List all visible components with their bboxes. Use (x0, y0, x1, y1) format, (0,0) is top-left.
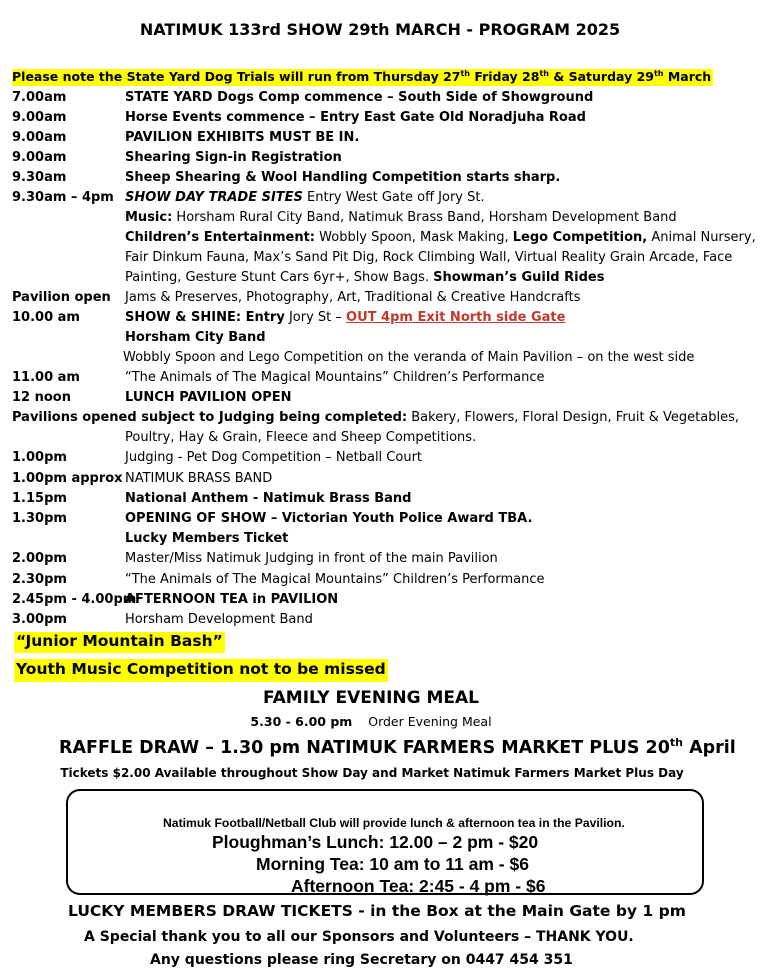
lego-competition: Lego Competition, (512, 230, 648, 245)
children-text-3a: Painting, Gesture Stunt Cars 6yr+, Show Bags. (125, 270, 434, 285)
schedule-event: Horsham City Band (125, 330, 266, 345)
schedule-time: 9.30am (12, 170, 67, 185)
schedule-time: 9.00am (12, 150, 67, 165)
schedule-event: PAVILION EXHIBITS MUST BE IN. (125, 130, 360, 145)
schedule-event: “The Animals of The Magical Mountains” Children’s Performance (125, 370, 545, 385)
children-line-3 (125, 271, 604, 284)
schedule-event (125, 311, 565, 324)
schedule-time: Pavilion open (12, 290, 111, 305)
notice-mid2: & Saturday 29 (548, 69, 654, 85)
schedule-time: 9.30am – 4pm (12, 190, 114, 205)
schedule-event: Lucky Members Ticket (125, 531, 289, 546)
youth-music-competition: Youth Music Competition not to be missed (14, 659, 388, 682)
schedule-time: 12 noon (12, 390, 71, 405)
children-line-2: Fair Dinkum Fauna, Max’s Sand Pit Dig, Rock Climbing Wall, Virtual Reality Grain Arcade, Face (125, 250, 733, 265)
family-meal-spacer (352, 714, 368, 729)
schedule-time: 11.00 am (12, 370, 80, 385)
schedule-event: “The Animals of The Magical Mountains” Children’s Performance (125, 572, 545, 587)
showmans-guild-rides: Showman’s Guild Rides (433, 270, 605, 285)
schedule-event: Horsham Development Band (125, 612, 313, 627)
schedule-time: 2.45pm - 4.00pm (12, 592, 137, 607)
pavilions-line-1 (12, 411, 739, 424)
music-text: Horsham Rural City Band, Natimuk Brass Band, Horsham Development Band (172, 210, 677, 225)
notice-pre: Please note the State Yard Dog Trials will run from Thursday 27 (12, 69, 461, 85)
schedule-time: 1.15pm (12, 491, 67, 506)
schedule-event: Sheep Shearing & Wool Handling Competition starts sharp. (125, 170, 561, 185)
secretary-contact: Any questions please ring Secretary on 0447 454 351 (150, 952, 573, 968)
music-line (125, 211, 677, 224)
children-text-a: Wobbly Spoon, Mask Making, (315, 230, 513, 245)
schedule-event: National Anthem - Natimuk Brass Band (125, 491, 412, 506)
show-shine-text: Jory St – (284, 310, 347, 325)
schedule-event: Judging - Pet Dog Competition – Netball Court (125, 450, 423, 465)
children-line-1 (125, 231, 756, 244)
afternoon-tea: Afternoon Tea: 2:45 - 4 pm - $6 (291, 876, 546, 896)
schedule-time: 2.00pm (12, 551, 67, 566)
pavilions-line-2: Poultry, Hay & Grain, Fleece and Sheep Competitions. (125, 430, 477, 445)
raffle-heading (59, 737, 736, 757)
catering-intro: Natimuk Football/Netball Club will provide lunch & afternoon tea in the Pavilion. (163, 816, 625, 830)
notice-sup2: th (539, 69, 549, 78)
yard-dog-trials-notice (12, 69, 713, 86)
schedule-event: Horse Events commence – Entry East Gate Old Noradjuha Road (125, 110, 586, 125)
ploughmans-lunch: Ploughman’s Lunch: 12.00 – 2 pm - $20 (212, 832, 539, 852)
schedule-event: AFTERNOON TEA in PAVILION (125, 592, 339, 607)
pavilions-text-1: Bakery, Flowers, Floral Design, Fruit & Vegetables, (407, 410, 739, 425)
trade-sites-text: Entry West Gate off Jory St. (302, 190, 485, 205)
schedule-event: LUNCH PAVILION OPEN (125, 390, 292, 405)
family-meal-hours: 5.30 - 6.00 pm (250, 714, 353, 729)
raffle-tickets: Tickets $2.00 Available throughout Show Day and Market Natimuk Farmers Market Plus Day (60, 766, 684, 780)
schedule-event (125, 191, 485, 204)
music-label: Music: (125, 210, 173, 225)
raffle-heading-post: April (683, 737, 736, 758)
exit-north-gate-note: OUT 4pm Exit North side Gate (346, 310, 566, 325)
schedule-event: Shearing Sign-in Registration (125, 150, 342, 165)
schedule-time: 1.00pm (12, 450, 67, 465)
schedule-time: 3.00pm (12, 612, 67, 627)
notice-mid1: Friday 28 (470, 69, 540, 85)
lucky-members-draw: LUCKY MEMBERS DRAW TICKETS - in the Box at the Main Gate by 1 pm (68, 902, 686, 920)
schedule-event: Master/Miss Natimuk Judging in front of the main Pavilion (125, 551, 498, 566)
raffle-sup: th (669, 736, 683, 749)
children-label: Children’s Entertainment: (125, 230, 316, 245)
schedule-time: 7.00am (12, 90, 67, 105)
notice-sup1: th (460, 69, 471, 78)
schedule-time: 2.30pm (12, 572, 67, 587)
page-title: NATIMUK 133rd SHOW 29th MARCH - PROGRAM 2025 (139, 20, 621, 39)
trade-sites-label: SHOW DAY TRADE SITES (125, 190, 303, 205)
pavilions-label: Pavilions opened subject to Judging being completed: (12, 410, 408, 425)
children-text-c: Animal Nursery, (647, 230, 756, 245)
schedule-time: 9.00am (12, 130, 67, 145)
schedule-event: STATE YARD Dogs Comp commence – South Side of Showground (125, 90, 594, 105)
schedule-time: 1.00pm approx (12, 471, 123, 486)
morning-tea: Morning Tea: 10 am to 11 am - $6 (256, 854, 529, 874)
schedule-event: OPENING OF SHOW – Victorian Youth Police Award TBA. (125, 511, 533, 526)
thank-you-note: A Special thank you to all our Sponsors and Volunteers – THANK YOU. (84, 929, 634, 945)
schedule-time: 1.30pm (12, 511, 67, 526)
family-meal-order: Order Evening Meal (368, 714, 492, 729)
notice-sup3: th (653, 69, 664, 78)
junior-mountain-bash: “Junior Mountain Bash” (14, 632, 225, 653)
notice-post: March (663, 69, 712, 85)
show-shine-label: SHOW & SHINE: Entry (125, 310, 285, 325)
family-meal-heading: FAMILY EVENING MEAL (262, 688, 480, 708)
schedule-event: NATIMUK BRASS BAND (125, 471, 273, 486)
schedule-time: 9.00am (12, 110, 67, 125)
family-meal-time (0, 716, 742, 729)
raffle-heading-text: RAFFLE DRAW – 1.30 pm NATIMUK FARMERS MARKET PLUS 20 (59, 737, 670, 758)
schedule-event: Jams & Preserves, Photography, Art, Traditional & Creative Handcrafts (125, 290, 581, 305)
schedule-time: 10.00 am (12, 310, 80, 325)
schedule-event: Wobbly Spoon and Lego Competition on the veranda of Main Pavilion – on the west side (123, 350, 695, 365)
